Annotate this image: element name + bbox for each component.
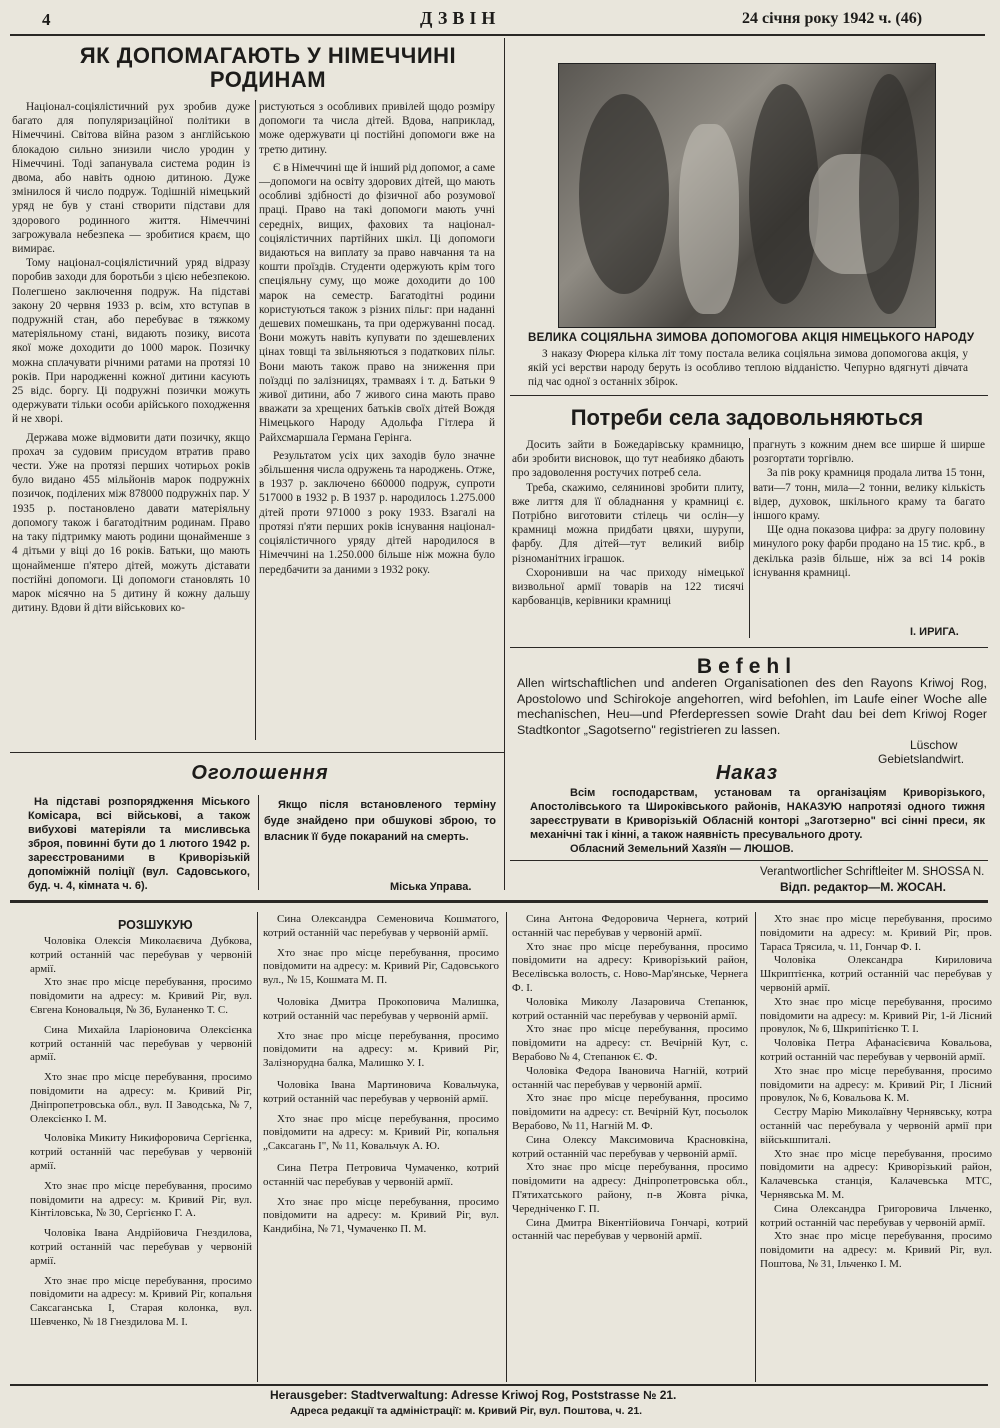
search-item: Чоловіка Дмитра Прокоповича Малишка, котрий останній час перебував у червоній армії.	[263, 995, 499, 1022]
search-item: Хто знає про місце перебування, просимо повідомити на адресу: м. Кривий Ріг, копальня Саксаганська І, Старая колонка, вул. Шевченко, № 18 Гнездилова М. І.	[30, 1274, 252, 1328]
search-item: Хто знає про місце перебування, просимо повідомити на адресу: м. Кривий Ріг, І Лісний провулок, № 6, Ковальова К. М.	[760, 1064, 992, 1105]
rule	[510, 647, 988, 648]
nakaz-sign: Обласний Земельний Хазяїн — ЛЮШОВ.	[570, 843, 794, 855]
village-paragraph: Схоронивши на час приходу німецької визвольної армії товарів на 122 тисячі карбованців, керівники крамниці	[512, 566, 744, 608]
ads-title: Оголошення	[191, 762, 329, 784]
column-divider	[258, 795, 259, 890]
nakaz-title: Наказ	[715, 762, 779, 784]
befehl-text: Allen wirtschaftlichen und anderen Organisationen des den Rayons Kriwoj Rog, Apostolowo und Schirokoje angehorren, wird befohlen, im Laufe einer Woche alle mechanischen, Heu—und Pferdepressen sowie Draht dau bei dem Kriwoj Roger Stadtkontor „Sagotserno" registrieren zu lassen.	[517, 676, 987, 737]
article-col2	[259, 100, 495, 577]
search-item: Сина Петра Петровича Чумаченко, котрий останній час перебував у червоній армії.	[263, 1161, 499, 1188]
search-item: Чоловіка Олександра Кириловича Шкриптієнка, котрий останній час перебував у червоній армії.	[760, 954, 992, 994]
village-paragraph: За пів року крамниця продала литва 15 тонн, вати—7 тонн, мила—2 тонни, велику кількість відер, духовок, шкільного краму та багато іншого краму.	[753, 467, 985, 523]
befehl-sign: Lüschow	[910, 738, 958, 752]
column-divider	[255, 100, 256, 740]
footer-publisher: Herausgeber: Stadtverwaltung: Adresse Kriwoj Rog, Poststrasse № 21.	[270, 1388, 677, 1402]
article-paragraph: Держава може відмовити дати позичку, якщо прохач за судовим присудом втратив право чести. Уже на протязі перших чотирьох років було видано 455 мільйонів марок подружніх позичок, поділених між 878000 подружніх пар. У 1935 р. постановлено давати матеріяльну допомогу також і багатодітним родинам. Право на таку підтримку мають родини щонайменше з 4 дітьми у віці до 16 років. Батьки, що мають щонайменше п'ятеро дітей, можуть діставати постійні допомоги. Ці допомоги становлять 10 марок місячно на 5 дитину й кожну дальшу дитину. Вдови й діти військових ко-	[12, 431, 250, 615]
search-item: Чоловіка Івана Андрійовича Гнездилова, котрий останній час перебував у червоній армії.	[30, 1227, 252, 1267]
search-item: Чоловіка Олексія Миколаєвича Дубкова, котрий останній час перебував у червоній армії.	[30, 935, 252, 975]
article-paragraph: Тому націонал-соціялістичний уряд відразу поробив заходи для боротьби з цією небезпекою. Полегшено заключення подруж. На підставі закону 20 червня 1933 р. всім, хто вступав в подружній стан, або перебуває в тяжкому матеріяльному стані, видають позику, висота якої може доходити до 1000 марок. Позичку можна сплачувати річними ратами на протязі 10 років. При народженні кожної дитини касують 25 відс. боргу. Ці подружні позички можуть одержувати тільки особи арійського походження й не хворі.	[12, 257, 250, 426]
photo-caption-text	[528, 347, 968, 390]
search-item: Сина Дмитра Вікентійовича Гончарі, котрий останній час перебував у червоній армії.	[512, 1216, 748, 1243]
photo-caption-title: ВЕЛИКА СОЦІЯЛЬНА ЗИМОВА ДОПОМОГОВА АКЦІЯ НІМЕЦЬКОГО НАРОДУ	[528, 331, 975, 344]
editor-line1: Verantwortlicher Schriftleiter M. SHOSSA N.	[760, 866, 985, 878]
rule	[510, 395, 988, 396]
footer-address: Адреса редакції та адміністрації: м. Кривий Ріг, вул. Поштова, ч. 21.	[290, 1405, 643, 1417]
article-title-line2: РОДИНАМ	[209, 67, 327, 92]
footer-rule	[10, 1384, 988, 1386]
search-item: Сина Олександра Семеновича Кошматого, котрий останній час перебував у червоній армії.	[263, 913, 499, 939]
search-item: Хто знає про місце перебування, просимо повідомити на адресу: м. Кривий Ріг, Садовського вул., № 15, Кошмата М. П.	[263, 946, 499, 987]
article-paragraph: Націонал-соціялістичний рух зробив дуже багато для популяризаційної політики в Німеччині. Світова війна разом з англійською блокадою сильно знизили число уродин у Німеччині. Тоді запанувала система родин із двома, або навіть одною дитиною. Дуже змінилося й число подруж. Тодішній німецький уряд не був у стані створити підстави для здорового родинного життя. Німеччині загрожувала небезпека — зробитися краєм, що вимирає.	[12, 101, 250, 256]
befehl-sign-title: Gebietslandwirt.	[878, 752, 965, 766]
search-item: Хто знає про місце перебування, просимо повідомити на адресу: ст. Вечірній Кут, с. Верабово № 4, Степанюк Є. Ф.	[512, 1023, 748, 1063]
column-divider	[257, 912, 258, 1382]
village-col1	[512, 438, 744, 608]
article-paragraph: Результатом усіх цих заходів було значне збільшення числа одружень та народжень. Отже, в 1937 р. заключено 660000 подруж, супроти 517000 в 1932 р. В 1937 р. народилось 1.275.000 дітей проти 971000 з року 1933. Взагалі на протязі п'яти перших років існування націонал-соціялістичного уряду дітей народилося в Німеччині на 1.250.000 більше ніж можна було передбачити за даними з 1932 року.	[259, 449, 495, 576]
village-paragraph: Треба, скажимо, селянинові зробити плиту, вже лиття для її обладнання у крамниці є. Потрібно виготовити стілець чи ослін—у крамниці можна придбати цвяхи, шурупи, фарбу. Для дітей—тут великий вибір різноманітних іграшок.	[512, 481, 744, 565]
search-item: Хто знає про місце перебування, просимо повідомити на адресу: Криворізький район, Веселівська волость, с. Ново-Мар'янське, Чернега Ф. І.	[512, 940, 748, 994]
search-item: Чоловіка Федора Івановича Нагній, котрий останній час перебував у червоній армії.	[512, 1064, 748, 1091]
search-item: Хто знає про місце перебування, просимо повідомити на адресу: Дніпропетровська обл., П'ятихатського району, п-в Жовта річка, Чередніченко Г. П.	[512, 1161, 748, 1215]
search-item: Сина Олексу Максимовича Красновкіна, котрий останній час перебував у червоній армії.	[512, 1133, 748, 1160]
column-divider	[749, 438, 750, 638]
column-divider	[506, 912, 507, 1382]
article-paragraph: Є в Німеччині ще й інший рід допомог, а саме—допомоги на освіту здорових дітей, що мають особливі здібності до фізичної або розумової праці. Право на такі допомоги мають учні середніх, вищих, фахових та націонал-соціялістичних партійних шкіл. Ці допомоги видаються на виплату за право навчання та на кошти проїздів. Студенти одержують крім того спеціяльну суму, що може доходити до 100 марок на семестр. Багатодітні родини користуються також з різних пільг: при наданні дешевих помешкань, та при одержуванні посад. Вони можуть навіть купувати по здешевлених цінах товщі та звільняються з податкових пільг. Вони мають також право на зниження при поїздці по залізницях, трамваях і т. д. Батьки 9 живої дитини, або 7 живого сина мають право вважати за хрещених батьків своїх дітей Вождя Німецького Народу Адольфа Гітлера й Райхсмаршала Германа Герінга.	[259, 161, 495, 444]
search-item: Чоловіка Івана Мартиновича Ковальчука, котрий останній час перебував у червоній армії.	[263, 1078, 499, 1105]
search-item: Сина Антона Федоровича Чернега, котрий останній час перебував у червоній армії.	[512, 913, 748, 939]
village-paragraph: прагнуть з кожним днем все ширше й ширше розгортати торгівлю.	[753, 439, 985, 466]
nakaz-text: Всім господарствам, установам та організаціям Криворізького, Апостолівського та Широківського районів, НАКАЗУЮ напротязі одного тижня зареєструвати в Криворізькій Обласній конторі „Заготзерно" всі сінні преси, як механічні так і кінні, а також наявність пресувального дроту.	[530, 787, 985, 841]
article-title	[28, 44, 508, 92]
village-paragraph: Ще одна показова цифра: за другу половину минулого року фарби продано на 15 тис. крб., в декілька разів більше, ніж за всі 14 років існування крамниці.	[753, 524, 985, 579]
search-item: Сина Михайла Іларіоновича Олексієнка котрий останній час перебував у червоній армії.	[30, 1023, 252, 1064]
paper-name: ДЗВІН	[420, 8, 501, 28]
search-item: Хто знає про місце перебування, просимо повідомити на адресу: м. Кривий Ріг, пров. Тараса Трясила, ч. 11, Гончар Ф. І.	[760, 913, 992, 953]
befehl-title: Befehl	[696, 655, 798, 678]
search-item: Хто знає про місце перебування, просимо повідомити на адресу: м. Кривий Ріг, вул. Поштова, № 31, Ільченко І. М.	[760, 1230, 992, 1270]
ads-right-text: Якщо після встановленого терміну буде знайдено при обшукові зброю, то власник її буде покараний на смерть.	[264, 799, 496, 843]
search-item: Чоловіка Петра Афанасієвича Ковальова, котрий останній час перебував у червоній армії.	[760, 1037, 992, 1063]
article-title-line1: ЯК ДОПОМАГАЮТЬ У НІМЕЧЧИНІ	[79, 43, 457, 68]
village-paragraph: Досить зайти в Божедарівську крамницю, аби зробити висновок, що тут неабияко дбають про задоволення ростучих потреб села.	[512, 439, 744, 480]
rule	[510, 860, 988, 861]
editor-line2: Відп. редактор—М. ЖОСАН.	[780, 880, 946, 894]
article-col1	[12, 100, 250, 615]
search-item: Хто знає про місце перебування, просимо повідомити на адресу: м. Кривий Ріг, Дніпропетровська обл., вул. II Заводська, № 7, Олексієнко І. М.	[30, 1071, 252, 1125]
section-divider	[504, 38, 505, 890]
winter-aid-photo	[558, 63, 936, 328]
header-rule	[10, 34, 985, 36]
ads-left-text: На підставі розпорядження Міського Комісара, всі військові, а також вибухові матеріяли та мисливська зброя, повинні бути до 1 лютого 1942 р. зареєстрованими в Криворізькій допоміжній поліції (вул. Садовського, буд. ч. 4, кімната ч. 6).	[28, 796, 250, 892]
search-col4	[760, 913, 992, 1272]
search-col2	[263, 913, 499, 1237]
search-item: Сина Олександра Григоровича Ільченко, котрий останній час перебував у червоній армії.	[760, 1202, 992, 1229]
search-item: Сестру Марію Миколаївну Чернявську, котра останній час перебувала у червоній армії при військшпиталі.	[760, 1106, 992, 1146]
village-col2	[753, 438, 985, 580]
search-item: Хто знає про місце перебування, просимо повідомити на адресу: м. Кривий Ріг, вул. Кінтіловська, № 30, Сергієнко Г. А.	[30, 1179, 252, 1220]
search-title: РОЗШУКУЮ	[118, 918, 193, 932]
search-item: Хто знає про місце перебування, просимо повідомити на адресу: м. Кривий Ріг, 1-й Лісний провулок, № 6, Шкрипітієнко Т. І.	[760, 995, 992, 1036]
search-item: Чоловіка Миколу Лазаровича Степанюк, котрий останній час перебував у червоній армії.	[512, 995, 748, 1022]
search-item: Хто знає про місце перебування, просимо повідомити на адресу: ст. Вечірній Кут, посьолок Верабово, № 11, Нагній М. Ф.	[512, 1092, 748, 1132]
photo-caption-paragraph: З наказу Фюрера кілька літ тому постала велика соціяльна зимова допомогова акція, у якій усі верстви народу беруть із особливо теплою відданістю. Чепурно вдягнуті дівчата під час одної з останніх збірок.	[528, 348, 968, 389]
issue-date: 24 січня року 1942 ч. (46)	[742, 10, 923, 27]
rule	[10, 752, 504, 753]
search-item: Хто знає про місце перебування, просимо повідомити на адресу: м. Кривий Ріг, вул. Кандибіна, № 71, Чумаченко П. М.	[263, 1195, 499, 1236]
article-paragraph: ристуються з особливих привілей щодо розміру допомоги та числа дітей. Вдова, наприклад, може одержувати ці постійні допомоги вже на третю дитину.	[259, 101, 495, 156]
search-item: Хто знає про місце перебування, просимо повідомити на адресу: м. Кривий Ріг, копальня „Саксагань І", № 11, Ковальчук А. Ю.	[263, 1112, 499, 1153]
search-col1	[30, 935, 252, 1330]
search-item: Хто знає про місце перебування, просимо повідомити на адресу: м. Кривий Ріг, вул. Євгена Коновальця, № 36, Буланенко Т. С.	[30, 976, 252, 1016]
search-item: Хто знає про місце перебування, просимо повідомити на адресу: м. Кривий Ріг, Залізнорудна балка, Малишко У. І.	[263, 1029, 499, 1070]
column-divider	[755, 912, 756, 1382]
search-item: Чоловіка Микиту Никифоровича Сергієнка, котрий останній час перебував у червоній армії.	[30, 1132, 252, 1172]
search-item: Хто знає про місце перебування, просимо повідомити на адресу: Криворізький район, Калачевська станція, Калачевська МТС, Чернявська М. М.	[760, 1147, 992, 1201]
section-rule	[10, 900, 988, 903]
village-title: Потреби села задовольняються	[570, 405, 924, 430]
village-author: І. ИРИГА.	[910, 626, 959, 638]
search-col3	[512, 913, 748, 1244]
page-number: 4	[42, 10, 51, 29]
ads-right-sign: Міська Управа.	[390, 881, 472, 893]
